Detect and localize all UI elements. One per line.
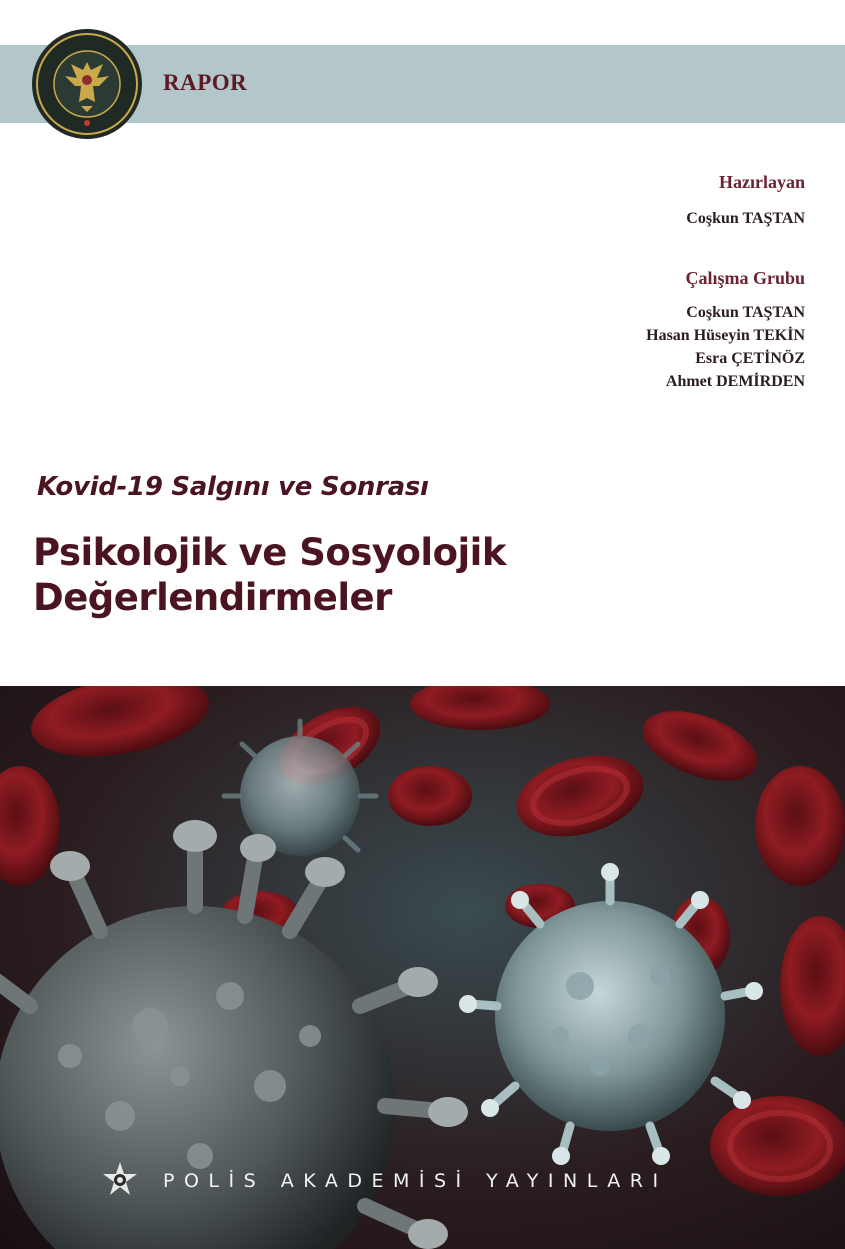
working-group-member: Hasan Hüseyin TEKİN [646, 327, 805, 344]
book-subtitle: Kovid-19 Salgını ve Sonrası [37, 472, 429, 502]
publisher-imprint [95, 1160, 795, 1200]
working-group-member: Ahmet DEMİRDEN [665, 373, 805, 390]
prepared-by-heading: Hazırlayan [719, 172, 805, 192]
working-group-member: Esra ÇETİNÖZ [695, 350, 805, 367]
book-title-line: Değerlendirmeler [33, 576, 392, 619]
publisher-name: POLİS AKADEMİSİ YAYINLARI [163, 1170, 668, 1192]
working-group-member: Coşkun TAŞTAN [686, 304, 805, 321]
working-group-heading: Çalışma Grubu [685, 268, 805, 288]
police-star-icon [95, 1160, 145, 1200]
police-academy-seal-logo [31, 28, 143, 140]
book-title [33, 530, 506, 620]
series-label: RAPOR [163, 70, 248, 95]
prepared-by-name: Coşkun TAŞTAN [686, 210, 805, 227]
book-title-line: Psikolojik ve Sosyolojik [33, 531, 506, 574]
credits-block [646, 172, 805, 393]
